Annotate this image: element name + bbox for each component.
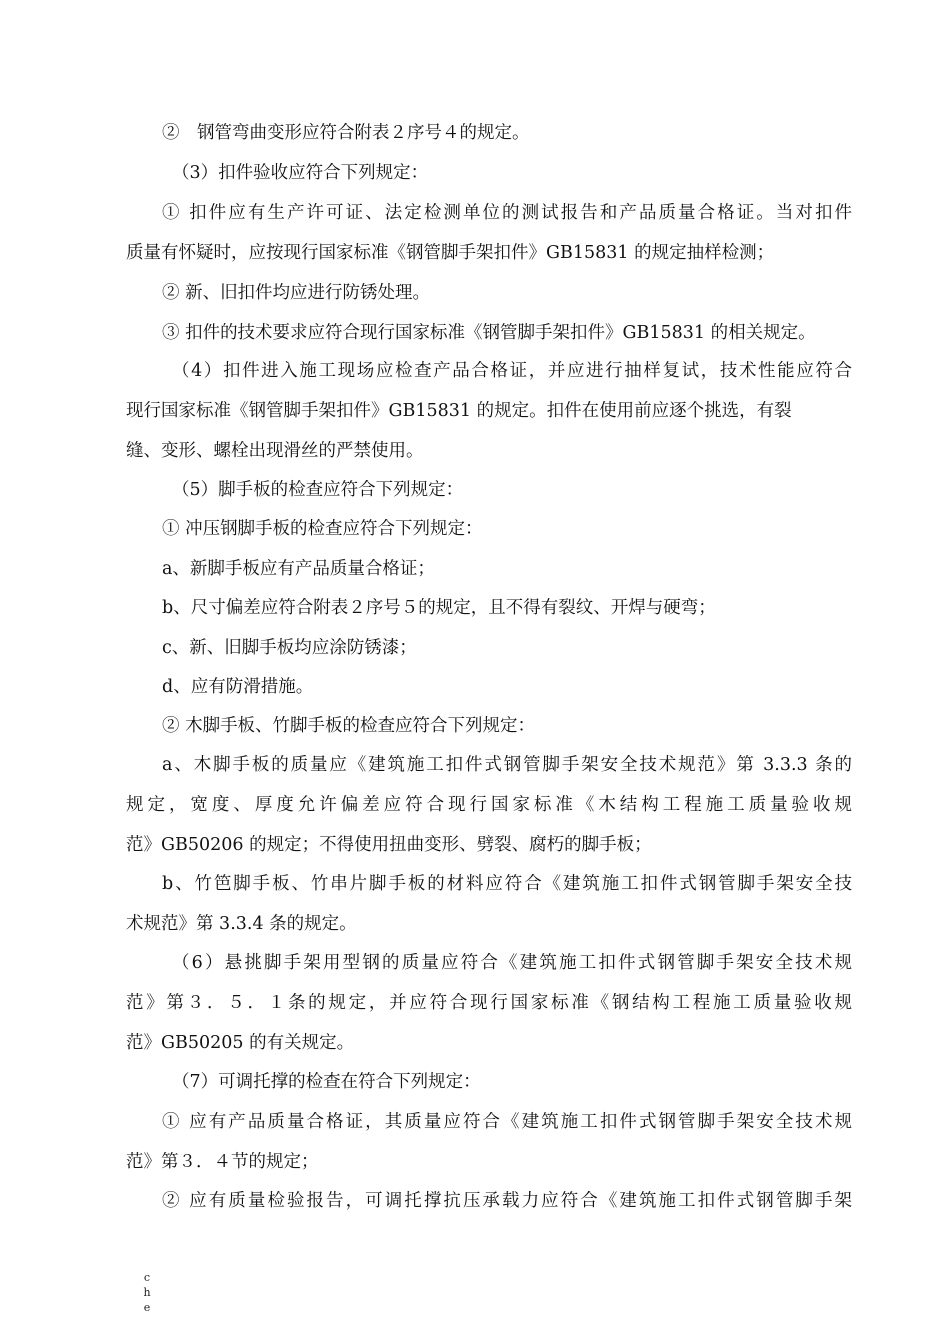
paragraph — [162, 509, 852, 549]
paragraph — [126, 193, 852, 273]
paragraph — [162, 706, 852, 746]
text-line: （5）脚手板的检查应符合下列规定： — [172, 480, 464, 500]
list-item — [162, 588, 852, 628]
text-line: ① 扣件应有生产许可证、法定检测单位的测试报告和产品质量合格证。当对扣件 — [162, 203, 852, 223]
text-line: （6）悬挑脚手架用型钢的质量应符合《建筑施工扣件式钢管脚手架安全技术规 — [172, 953, 852, 973]
text-line: b、竹笆脚手板、竹串片脚手板的材料应符合《建筑施工扣件式钢管脚手架安全技 — [162, 874, 852, 894]
text-line: a、新脚手板应有产品质量合格证； — [162, 559, 435, 579]
list-item — [162, 667, 852, 707]
text-line: d、应有防滑措施。 — [162, 677, 314, 697]
section-heading — [126, 943, 852, 1063]
text-line: 范》第３．５．１条的规定，并应符合现行国家标准《钢结构工程施工质量验收规 — [126, 993, 852, 1013]
footer-mark-char: h — [143, 1286, 151, 1299]
text-line: ② 木脚手板、竹脚手板的检查应符合下列规定： — [162, 716, 536, 736]
footer-mark-char: e — [143, 1301, 151, 1314]
footer-mark — [142, 1270, 152, 1315]
list-item — [126, 745, 852, 865]
list-item — [162, 628, 852, 668]
text-line: ② 应有质量检验报告，可调托撑抗压承载力应符合《建筑施工扣件式钢管脚手架 — [162, 1191, 852, 1211]
paragraph — [126, 351, 852, 471]
paragraph — [162, 113, 852, 153]
text-line: 规定，宽度、厚度允许偏差应符合现行国家标准《木结构工程施工质量验收规 — [126, 795, 852, 815]
text-line: （4）扣件进入施工现场应检查产品合格证，并应进行抽样复试，技术性能应符合 — [172, 361, 852, 381]
text-line: b、尺寸偏差应符合附表２序号５的规定，且不得有裂纹、开焊与硬弯； — [162, 598, 716, 618]
text-line: 范》GB50206 的规定；不得使用扭曲变形、劈裂、腐朽的脚手板； — [126, 835, 652, 855]
text-line: ① 应有产品质量合格证，其质量应符合《建筑施工扣件式钢管脚手架安全技术规 — [162, 1112, 852, 1132]
text-line: ② 钢管弯曲变形应符合附表２序号４的规定。 — [162, 123, 530, 143]
text-line: 质量有怀疑时，应按现行国家标准《钢管脚手架扣件》GB15831 的规定抽样检测； — [126, 243, 775, 263]
footer-mark-char: c — [143, 1271, 151, 1284]
text-line: （7）可调托撑的检查在符合下列规定： — [172, 1072, 481, 1092]
text-line: 范》第３．４节的规定； — [126, 1152, 319, 1172]
text-line: 现行国家标准《钢管脚手架扣件》GB15831 的规定。扣件在使用前应逐个挑选，有裂 — [126, 401, 792, 421]
section-heading — [172, 470, 862, 510]
text-line: （3）扣件验收应符合下列规定： — [172, 163, 429, 183]
text-line: 缝、变形、螺栓出现滑丝的严禁使用。 — [126, 441, 424, 461]
section-heading — [172, 153, 862, 193]
paragraph — [126, 1102, 852, 1182]
text-line: ① 冲压钢脚手板的检查应符合下列规定： — [162, 519, 483, 539]
text-line: ③ 扣件的技术要求应符合现行国家标准《钢管脚手架扣件》GB15831 的相关规定。 — [162, 323, 816, 343]
paragraph — [162, 273, 852, 313]
text-line: 术规范》第 3.3.4 条的规定。 — [126, 914, 357, 934]
list-item — [126, 864, 852, 944]
text-line: a、木脚手板的质量应《建筑施工扣件式钢管脚手架安全技术规范》第 3.3.3 条的 — [162, 755, 852, 775]
text-line: 范》GB50205 的有关规定。 — [126, 1033, 355, 1053]
paragraph — [162, 1181, 852, 1221]
text-line: ② 新、旧扣件均应进行防锈处理。 — [162, 283, 431, 303]
paragraph — [162, 313, 852, 353]
list-item — [162, 549, 852, 589]
section-heading — [172, 1062, 862, 1102]
text-line: c、新、旧脚手板均应涂防锈漆； — [162, 638, 417, 658]
